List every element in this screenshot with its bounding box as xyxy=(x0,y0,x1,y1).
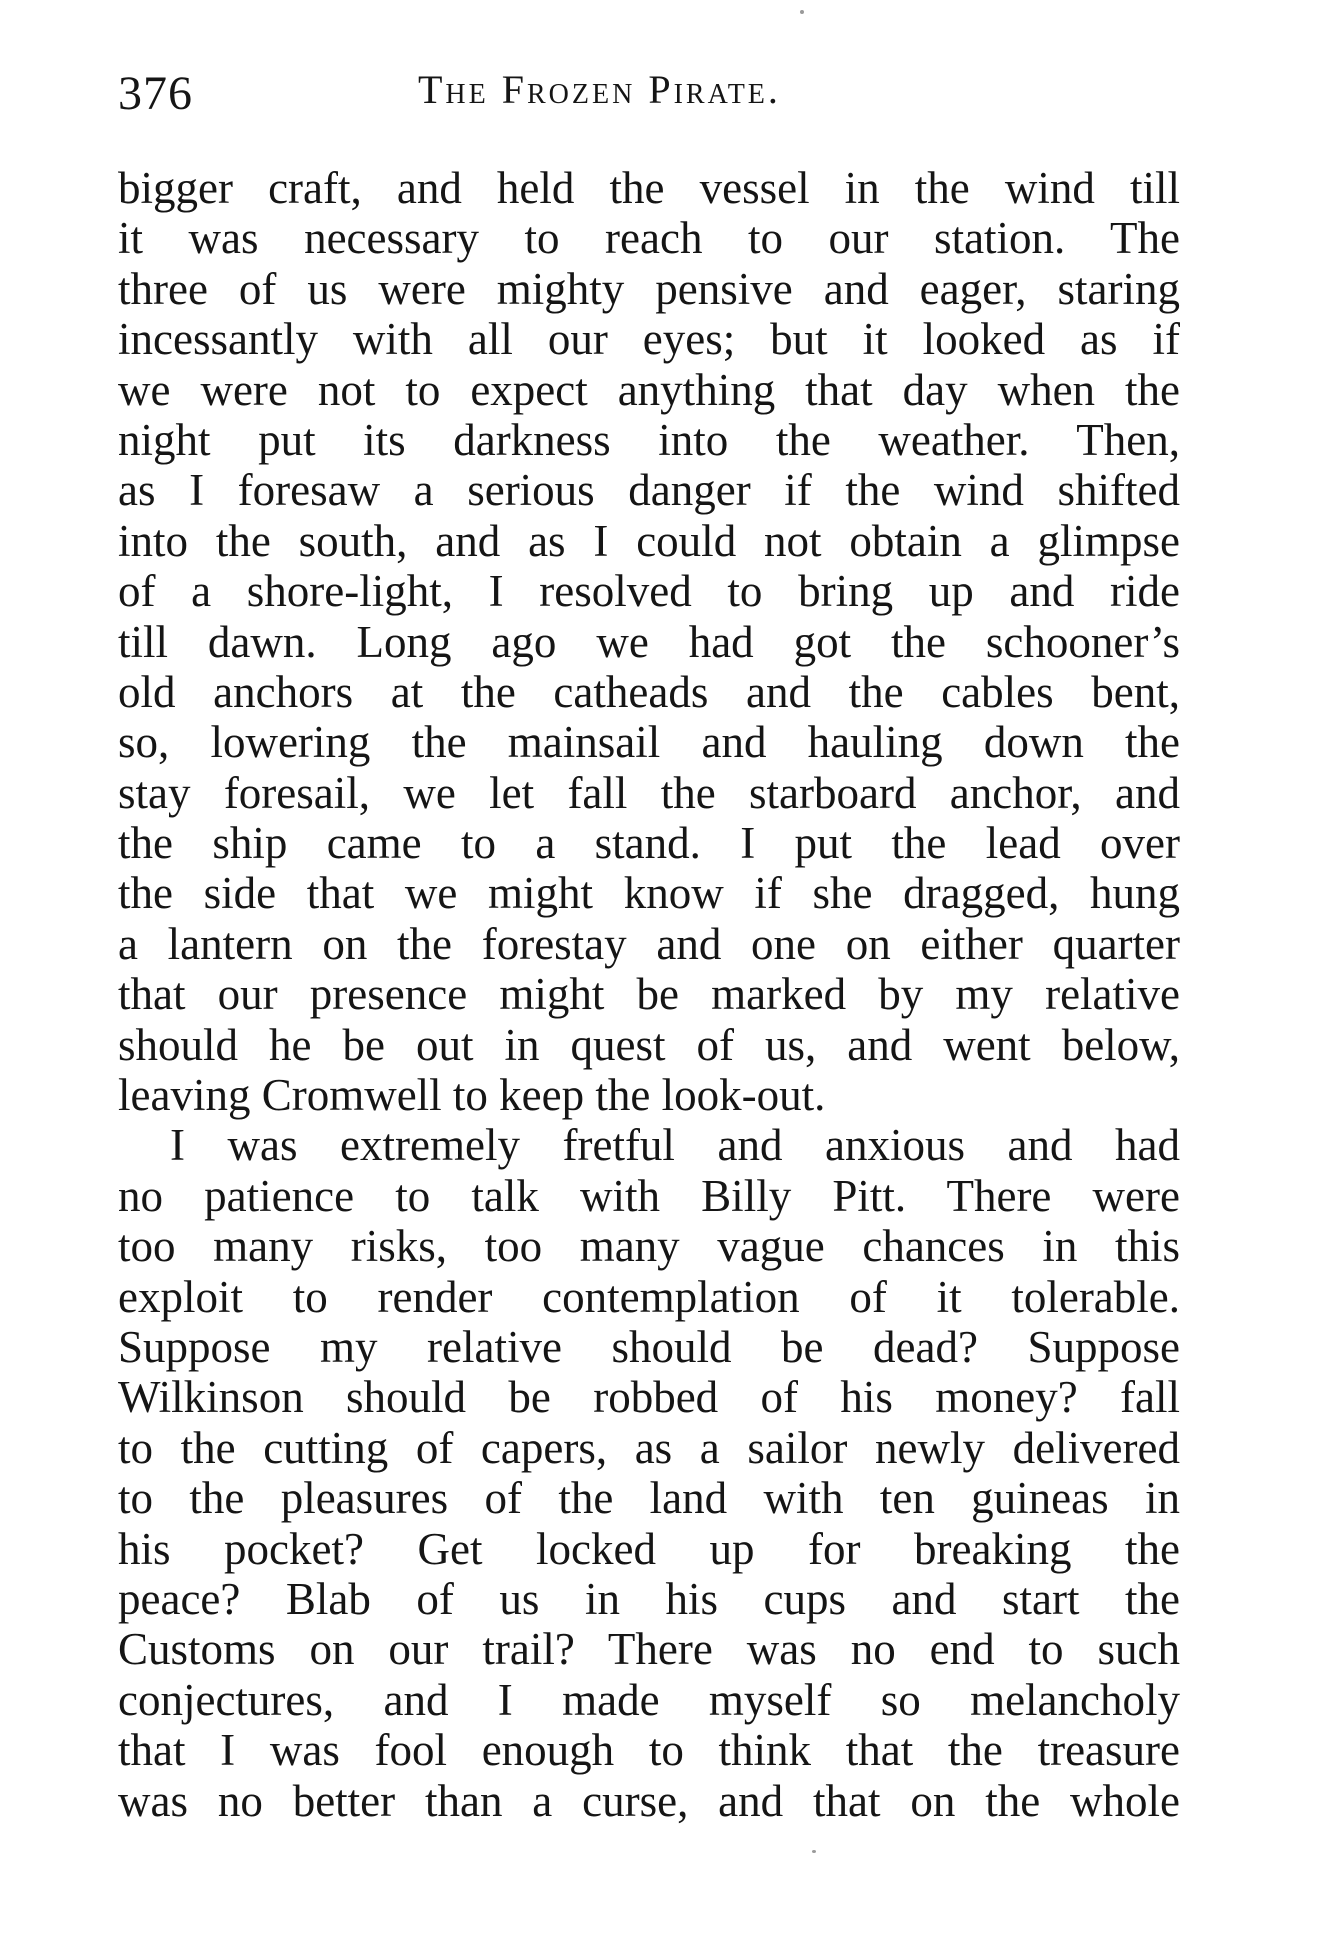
text-line: should he be out in quest of us, and went below, xyxy=(118,1019,1180,1070)
text-line: that our presence might be marked by my relative xyxy=(118,969,1180,1020)
text-line: till dawn. Long ago we had got the schooner’s xyxy=(118,616,1180,667)
text-line: leaving Cromwell to keep the look-out. xyxy=(118,1070,826,1121)
text-line: night put its darkness into the weather. Then, xyxy=(118,414,1180,465)
text-line: Customs on our trail? There was no end to such xyxy=(118,1624,1180,1675)
text-line: so, lowering the mainsail and hauling down the xyxy=(118,717,1180,768)
text-line: incessantly with all our eyes; but it looked as if xyxy=(118,314,1180,365)
text-line: I was extremely fretful and anxious and had xyxy=(170,1120,1180,1171)
text-line: three of us were mighty pensive and eager, staring xyxy=(118,263,1180,314)
text-line: no patience to talk with Billy Pitt. There were xyxy=(118,1170,1180,1221)
text-line: bigger craft, and held the vessel in the wind till xyxy=(118,163,1180,213)
text-line: we were not to expect anything that day when the xyxy=(118,364,1180,415)
page-number: 376 xyxy=(118,67,193,120)
text-line: Wilkinson should be robbed of his money? fall xyxy=(118,1372,1180,1423)
text-line: to the cutting of capers, as a sailor newly delivered xyxy=(118,1422,1180,1473)
text-line: to the pleasures of the land with ten guineas in xyxy=(118,1473,1180,1524)
text-line: that I was fool enough to think that the treasure xyxy=(118,1725,1180,1776)
text-line: old anchors at the catheads and the cables bent, xyxy=(118,666,1180,717)
text-line: it was necessary to reach to our station. The xyxy=(118,213,1180,264)
text-line: conjectures, and I made myself so melancholy xyxy=(118,1674,1180,1725)
text-line: the side that we might know if she dragged, hung xyxy=(118,868,1180,919)
text-line: Suppose my relative should be dead? Suppose xyxy=(118,1321,1180,1372)
body-text xyxy=(118,163,1180,1826)
text-line: peace? Blab of us in his cups and start the xyxy=(118,1573,1180,1624)
text-line: as I foresaw a serious danger if the wind shifted xyxy=(118,465,1180,516)
paper-speck xyxy=(800,10,804,14)
text-line: stay foresail, we let fall the starboard anchor, and xyxy=(118,767,1180,818)
page-header xyxy=(118,62,1178,132)
text-line: exploit to render contemplation of it tolerable. xyxy=(118,1271,1180,1322)
text-line: a lantern on the forestay and one on either quarter xyxy=(118,918,1180,969)
text-line: was no better than a curse, and that on the whole xyxy=(118,1775,1180,1826)
text-line: his pocket? Get locked up for breaking the xyxy=(118,1523,1180,1574)
text-line: the ship came to a stand. I put the lead over xyxy=(118,818,1180,869)
text-line: into the south, and as I could not obtain a glimpse xyxy=(118,515,1180,566)
text-line: too many risks, too many vague chances in this xyxy=(118,1221,1180,1272)
text-line: of a shore-light, I resolved to bring up and ride xyxy=(118,566,1180,617)
paper-speck xyxy=(812,1850,816,1853)
running-title: The Frozen Pirate. xyxy=(418,67,781,112)
